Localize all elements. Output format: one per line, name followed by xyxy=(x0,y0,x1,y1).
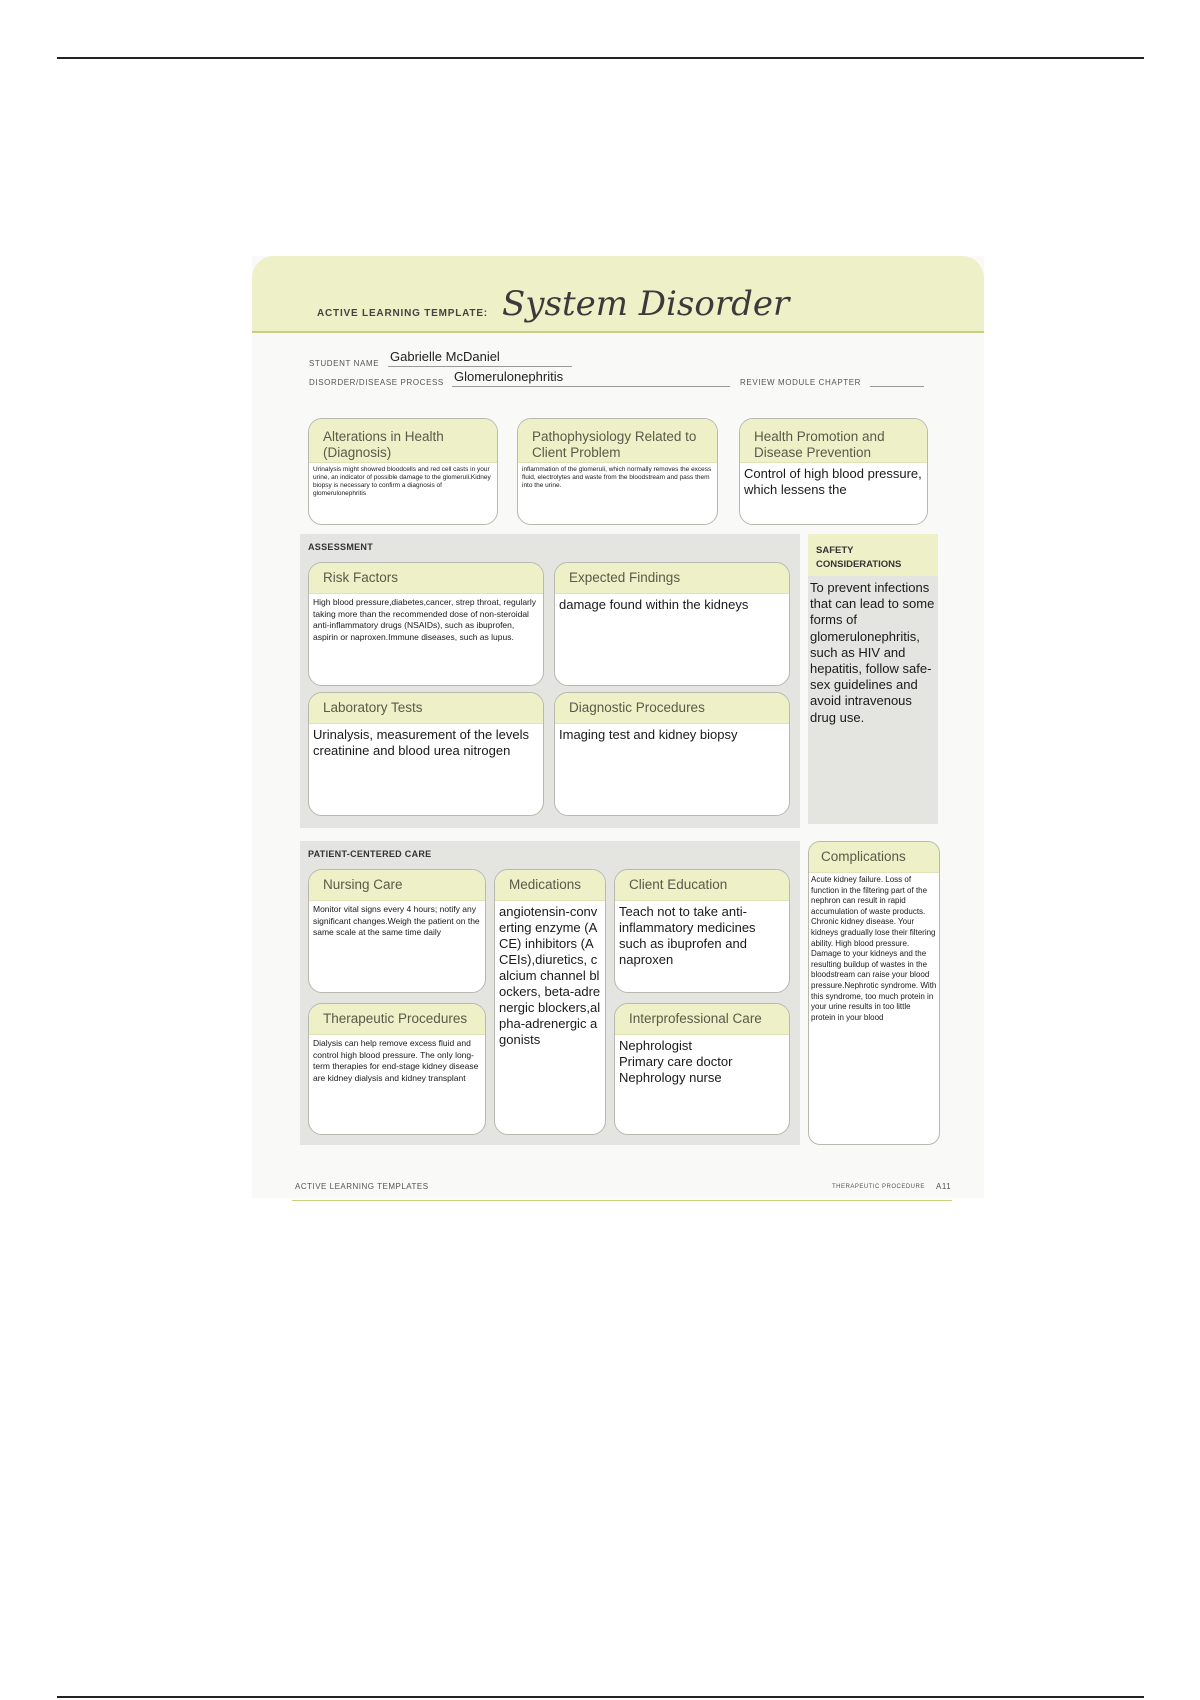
medications-box xyxy=(494,869,606,1135)
interprofessional-care-title: Interprofessional Care xyxy=(615,1004,789,1035)
risk-factors-text: High blood pressure,diabetes,cancer, strep throat, regularly taking more than the recommended dose of non-steroidal anti-inflammatory drugs (NSAIDs), such as ibuprofen, aspirin or naproxen.Immune diseases, such as lupus. xyxy=(313,597,537,642)
interprofessional-care-line1: Nephrologist xyxy=(619,1038,692,1053)
client-education-title: Client Education xyxy=(615,870,789,901)
bottom-rule xyxy=(57,1696,1144,1698)
interprofessional-care-line2: Primary care doctor xyxy=(619,1054,733,1069)
review-module-label: REVIEW MODULE CHAPTER xyxy=(740,378,862,387)
risk-factors-box xyxy=(308,562,544,686)
footer-right-label: THERAPEUTIC PROCEDURE xyxy=(832,1184,925,1190)
diagnostic-procedures-title: Diagnostic Procedures xyxy=(555,693,789,724)
student-name-underline xyxy=(388,366,572,367)
interprofessional-care-box xyxy=(614,1003,790,1135)
complications-title: Complications xyxy=(809,842,939,873)
complications-box xyxy=(808,841,940,1145)
safety-title xyxy=(808,534,938,576)
alterations-box xyxy=(308,418,498,525)
health-promotion-text: Control of high blood pressure, which lessens the xyxy=(744,466,922,497)
expected-findings-text: damage found within the kidneys xyxy=(559,597,749,612)
disorder-underline xyxy=(452,386,730,387)
interprofessional-care-text xyxy=(615,1035,789,1089)
complications-text: Acute kidney failure. Loss of function in the filtering part of the nephron can result in rapid accumulation of waste products. Chronic kidney disease. Your kidneys gradually lose their filtering ability. High blood pressure. Damage to your kidneys and the resulting buildup of wastes in the bloodstream can raise your blood pressure.Nephrotic syndrome. With this syndrome, too much protein in your urine results in too little protein in your blood xyxy=(811,875,937,1022)
nursing-care-title: Nursing Care xyxy=(309,870,485,901)
safety-title-line2: CONSIDERATIONS xyxy=(816,559,902,570)
therapeutic-procedures-text: Dialysis can help remove excess fluid and control high blood pressure. The only long-term therapies for end-stage kidney disease are kidney dialysis and kidney transplant xyxy=(313,1038,479,1083)
top-rule xyxy=(57,57,1144,59)
health-promotion-title: Health Promotion and Disease Prevention xyxy=(740,419,927,463)
interprofessional-care-line3: Nephrology nurse xyxy=(619,1070,722,1085)
footer-rule xyxy=(292,1200,952,1201)
diagnostic-procedures-text: Imaging test and kidney biopsy xyxy=(559,727,738,742)
safety-title-line1: SAFETY xyxy=(816,545,854,556)
nursing-care-box xyxy=(308,869,486,993)
template-prefix: ACTIVE LEARNING TEMPLATE: xyxy=(317,308,488,319)
footer-page-number: A11 xyxy=(936,1182,952,1191)
client-education-text: Teach not to take anti-inflammatory medicines such as ibuprofen and naproxen xyxy=(619,904,756,967)
expected-findings-box xyxy=(554,562,790,686)
medications-title: Medications xyxy=(495,870,605,901)
review-module-underline xyxy=(870,386,924,387)
template-banner xyxy=(252,256,984,333)
pathophysiology-title: Pathophysiology Related to Client Problem xyxy=(518,419,717,463)
student-name-value: Gabrielle McDaniel xyxy=(390,349,500,364)
disorder-label: DISORDER/DISEASE PROCESS xyxy=(309,378,444,387)
pathophysiology-box xyxy=(517,418,718,525)
therapeutic-procedures-title: Therapeutic Procedures xyxy=(309,1004,485,1035)
safety-panel xyxy=(808,534,938,824)
pathophysiology-text: inflammation of the glomeruli, which normally removes the excess fluid, electrolytes and waste from the bloodstream and pass them into the urine. xyxy=(522,466,712,489)
diagnostic-procedures-box xyxy=(554,692,790,816)
alterations-text: Urinalysis might showred bloodcells and red cell casts in your urine, an indicator of possible damage to the glomeruli.Kidney biopsy is necessary to confirm a diagnosis of glomerulonephritis xyxy=(313,466,491,497)
laboratory-tests-box xyxy=(308,692,544,816)
disorder-value: Glomerulonephritis xyxy=(454,369,564,384)
medications-text: angiotensin-converting enzyme (ACE) inhibitors (ACEIs),diuretics, calcium channel blockers, beta-adrenergic blockers,alpha-adrenergic agonists xyxy=(499,904,601,1047)
laboratory-tests-title: Laboratory Tests xyxy=(309,693,543,724)
alterations-title: Alterations in Health (Diagnosis) xyxy=(309,419,497,463)
health-promotion-box xyxy=(739,418,928,525)
assessment-panel xyxy=(300,534,800,828)
therapeutic-procedures-box xyxy=(308,1003,486,1135)
expected-findings-title: Expected Findings xyxy=(555,563,789,594)
risk-factors-title: Risk Factors xyxy=(309,563,543,594)
laboratory-tests-text: Urinalysis, measurement of the levels creatinine and blood urea nitrogen xyxy=(313,727,530,758)
assessment-title: ASSESSMENT xyxy=(308,542,374,552)
template-title: System Disorder xyxy=(502,284,790,324)
nursing-care-text: Monitor vital signs every 4 hours; notify any significant changes.Weigh the patient on the same scale at the same time daily xyxy=(313,904,480,937)
patient-care-title: PATIENT-CENTERED CARE xyxy=(308,849,432,859)
template-sheet xyxy=(252,256,984,1198)
patient-care-panel xyxy=(300,841,800,1145)
footer-left: ACTIVE LEARNING TEMPLATES xyxy=(295,1182,429,1191)
client-education-box xyxy=(614,869,790,993)
student-name-label: STUDENT NAME xyxy=(309,359,380,368)
safety-text: To prevent infections that can lead to some forms of glomerulonephritis, such as HIV and hepatitis, follow safe-sex guidelines and avoid intravenous drug use. xyxy=(810,580,935,725)
